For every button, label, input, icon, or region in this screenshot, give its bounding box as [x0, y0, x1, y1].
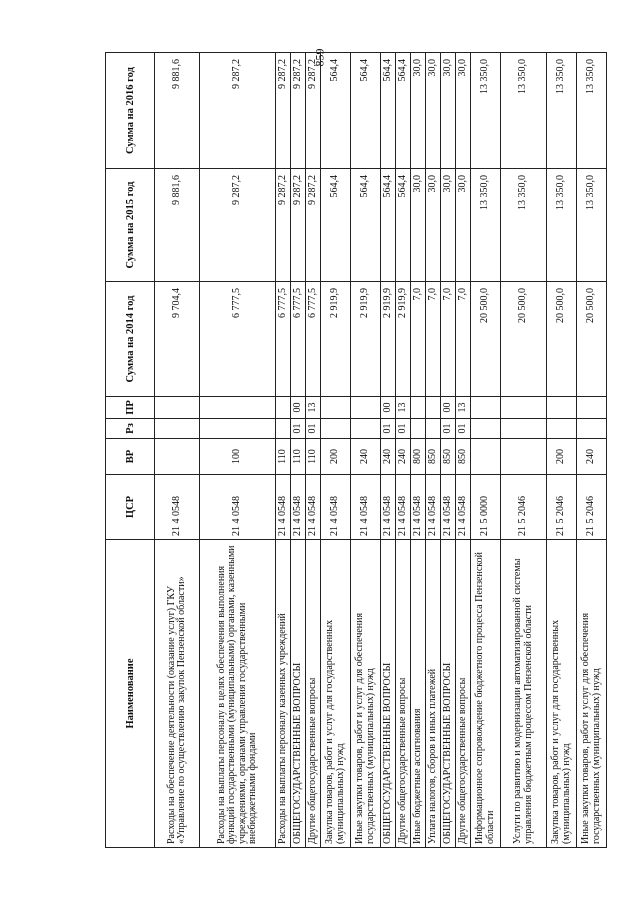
cell-sum-2015: 564,4: [351, 169, 381, 282]
cell-sum-2014: 6 777,5: [200, 282, 276, 397]
cell-rz: [471, 419, 501, 439]
cell-csr: 21 5 2046: [501, 475, 547, 540]
cell-sum-2016: 13 350,0: [577, 53, 607, 169]
cell-vr: 850: [426, 439, 441, 475]
cell-name: Расходы на обеспечение деятельности (оказание услуг) ГКУ «Управление по осуществлению закупок Пензенской области»: [155, 540, 200, 848]
cell-name: Информационное сопровождение бюджетного процесса Пензенской области: [471, 540, 501, 848]
cell-rz: 01: [291, 419, 306, 439]
cell-pr: [200, 397, 276, 419]
cell-pr: [547, 397, 577, 419]
budget-table: [105, 52, 607, 848]
cell-sum-2015: 564,4: [321, 169, 351, 282]
cell-sum-2016: 564,4: [321, 53, 351, 169]
cell-rz: 01: [396, 419, 411, 439]
cell-rz: [411, 419, 426, 439]
cell-sum-2015: 9 881,6: [155, 169, 200, 282]
cell-name: ОБЩЕГОСУДАРСТВЕННЫЕ ВОПРОСЫ: [441, 540, 456, 848]
cell-name: Другие общегосударственные вопросы: [456, 540, 471, 848]
cell-sum-2014: 6 777,5: [306, 282, 321, 397]
cell-pr: [471, 397, 501, 419]
table-row: [351, 53, 381, 848]
cell-csr: 21 4 0548: [155, 475, 200, 540]
cell-csr: 21 4 0548: [411, 475, 426, 540]
cell-name: Другие общегосударственные вопросы: [396, 540, 411, 848]
cell-vr: 110: [276, 439, 291, 475]
cell-sum-2014: 7,0: [426, 282, 441, 397]
header-vr: ВР: [106, 439, 155, 475]
cell-csr: 21 4 0548: [306, 475, 321, 540]
table-row: [381, 53, 396, 848]
header-sum-2014: Сумма на 2014 год: [106, 282, 155, 397]
header-name: Наименование: [106, 540, 155, 848]
rotated-table-wrapper: [105, 53, 602, 848]
cell-sum-2016: 564,4: [396, 53, 411, 169]
cell-sum-2016: 30,0: [456, 53, 471, 169]
cell-vr: 110: [306, 439, 321, 475]
cell-vr: [155, 439, 200, 475]
cell-rz: [577, 419, 607, 439]
cell-sum-2014: 20 500,0: [577, 282, 607, 397]
cell-rz: [155, 419, 200, 439]
cell-name: Услуги по развитию и модернизации автоматизированной системы управления бюджетным процессом Пензенской области: [501, 540, 547, 848]
cell-csr: 21 4 0548: [291, 475, 306, 540]
cell-rz: [501, 419, 547, 439]
cell-csr: 21 4 0548: [321, 475, 351, 540]
cell-name: ОБЩЕГОСУДАРСТВЕННЫЕ ВОПРОСЫ: [291, 540, 306, 848]
cell-sum-2014: 6 777,5: [276, 282, 291, 397]
cell-sum-2015: 13 350,0: [547, 169, 577, 282]
header-sum-2016: Сумма на 2016 год: [106, 53, 155, 169]
cell-name: ОБЩЕГОСУДАРСТВЕННЫЕ ВОПРОСЫ: [381, 540, 396, 848]
cell-csr: 21 4 0548: [276, 475, 291, 540]
cell-sum-2015: 30,0: [411, 169, 426, 282]
page-number: 859: [312, 48, 327, 67]
table-row: [321, 53, 351, 848]
cell-vr: [471, 439, 501, 475]
table-row: [155, 53, 200, 848]
cell-csr: 21 4 0548: [441, 475, 456, 540]
cell-rz: 01: [441, 419, 456, 439]
header-rz: Рз: [106, 419, 155, 439]
cell-name: Иные закупки товаров, работ и услуг для обеспечения государственных (муниципальных) нужд: [351, 540, 381, 848]
cell-pr: [321, 397, 351, 419]
cell-vr: 200: [321, 439, 351, 475]
cell-rz: [426, 419, 441, 439]
cell-pr: 00: [441, 397, 456, 419]
cell-vr: 850: [441, 439, 456, 475]
table-row: [276, 53, 291, 848]
cell-sum-2014: 6 777,5: [291, 282, 306, 397]
cell-pr: [411, 397, 426, 419]
cell-vr: 240: [381, 439, 396, 475]
cell-sum-2016: 30,0: [411, 53, 426, 169]
header-row: [106, 53, 155, 848]
cell-sum-2014: 7,0: [411, 282, 426, 397]
cell-pr: 00: [291, 397, 306, 419]
cell-sum-2016: 30,0: [426, 53, 441, 169]
cell-csr: 21 5 2046: [577, 475, 607, 540]
cell-name: Уплата налогов, сборов и иных платежей: [426, 540, 441, 848]
cell-sum-2014: 9 704,4: [155, 282, 200, 397]
cell-sum-2014: 20 500,0: [547, 282, 577, 397]
table-row: [456, 53, 471, 848]
cell-csr: 21 5 2046: [547, 475, 577, 540]
cell-csr: 21 4 0548: [396, 475, 411, 540]
cell-sum-2016: 13 350,0: [501, 53, 547, 169]
cell-vr: 100: [200, 439, 276, 475]
cell-csr: 21 4 0548: [381, 475, 396, 540]
cell-sum-2014: 7,0: [456, 282, 471, 397]
cell-pr: [155, 397, 200, 419]
cell-sum-2016: 564,4: [381, 53, 396, 169]
cell-pr: [351, 397, 381, 419]
cell-pr: [276, 397, 291, 419]
cell-sum-2015: 9 287,2: [276, 169, 291, 282]
cell-vr: 800: [411, 439, 426, 475]
header-csr: ЦСР: [106, 475, 155, 540]
cell-pr: [577, 397, 607, 419]
cell-sum-2016: 13 350,0: [547, 53, 577, 169]
cell-rz: 01: [381, 419, 396, 439]
cell-sum-2016: 9 287,2: [291, 53, 306, 169]
cell-sum-2014: 2 919,9: [351, 282, 381, 397]
cell-sum-2015: 13 350,0: [471, 169, 501, 282]
cell-name: Другие общегосударственные вопросы: [306, 540, 321, 848]
cell-sum-2015: 564,4: [381, 169, 396, 282]
table-row: [306, 53, 321, 848]
cell-csr: 21 4 0548: [351, 475, 381, 540]
cell-rz: [276, 419, 291, 439]
cell-pr: 00: [381, 397, 396, 419]
cell-sum-2014: 2 919,9: [396, 282, 411, 397]
cell-sum-2015: 30,0: [426, 169, 441, 282]
cell-sum-2015: 30,0: [441, 169, 456, 282]
cell-pr: 13: [456, 397, 471, 419]
cell-sum-2014: 7,0: [441, 282, 456, 397]
table-row: [547, 53, 577, 848]
cell-sum-2016: 9 881,6: [155, 53, 200, 169]
cell-vr: 240: [396, 439, 411, 475]
table-row: [577, 53, 607, 848]
table-row: [501, 53, 547, 848]
cell-sum-2014: 20 500,0: [501, 282, 547, 397]
table-row: [396, 53, 411, 848]
cell-rz: [200, 419, 276, 439]
cell-sum-2015: 13 350,0: [577, 169, 607, 282]
cell-rz: 01: [306, 419, 321, 439]
cell-vr: 240: [577, 439, 607, 475]
cell-sum-2015: 564,4: [396, 169, 411, 282]
cell-pr: [426, 397, 441, 419]
table-row: [200, 53, 276, 848]
cell-name: Иные бюджетные ассигнования: [411, 540, 426, 848]
header-sum-2015: Сумма на 2015 год: [106, 169, 155, 282]
cell-csr: 21 4 0548: [426, 475, 441, 540]
cell-rz: [351, 419, 381, 439]
table-row: [411, 53, 426, 848]
cell-sum-2016: 9 287,2: [306, 53, 321, 169]
table-row: [291, 53, 306, 848]
cell-vr: 240: [351, 439, 381, 475]
cell-csr: 21 4 0548: [200, 475, 276, 540]
cell-sum-2015: 13 350,0: [501, 169, 547, 282]
cell-sum-2016: 13 350,0: [471, 53, 501, 169]
cell-pr: 13: [306, 397, 321, 419]
cell-sum-2014: 20 500,0: [471, 282, 501, 397]
cell-rz: [321, 419, 351, 439]
cell-sum-2016: 9 287,2: [200, 53, 276, 169]
cell-vr: [501, 439, 547, 475]
table-row: [471, 53, 501, 848]
cell-vr: 850: [456, 439, 471, 475]
cell-vr: 110: [291, 439, 306, 475]
cell-sum-2014: 2 919,9: [381, 282, 396, 397]
cell-sum-2016: 9 287,2: [276, 53, 291, 169]
cell-sum-2015: 9 287,2: [200, 169, 276, 282]
cell-csr: 21 4 0548: [456, 475, 471, 540]
cell-sum-2016: 30,0: [441, 53, 456, 169]
cell-csr: 21 5 0000: [471, 475, 501, 540]
cell-name: Закупка товаров, работ и услуг для государственных (муниципальных) нужд: [321, 540, 351, 848]
cell-sum-2016: 564,4: [351, 53, 381, 169]
cell-sum-2015: 30,0: [456, 169, 471, 282]
cell-name: Расходы на выплаты персоналу казенных учреждений: [276, 540, 291, 848]
cell-rz: 01: [456, 419, 471, 439]
cell-pr: [501, 397, 547, 419]
cell-name: Иные закупки товаров, работ и услуг для обеспечения государственных (муниципальных) нужд: [577, 540, 607, 848]
table-row: [441, 53, 456, 848]
cell-sum-2015: 9 287,2: [291, 169, 306, 282]
table-row: [426, 53, 441, 848]
cell-sum-2015: 9 287,2: [306, 169, 321, 282]
cell-rz: [547, 419, 577, 439]
cell-sum-2014: 2 919,9: [321, 282, 351, 397]
cell-pr: 13: [396, 397, 411, 419]
header-pr: ПР: [106, 397, 155, 419]
cell-vr: 200: [547, 439, 577, 475]
cell-name: Расходы на выплаты персоналу в целях обеспечения выполнения функций государственными (муниципальными) органами, казенными учреждениями, органами управления государственными внебюджетными фондами: [200, 540, 276, 848]
cell-name: Закупка товаров, работ и услуг для государственных (муниципальных) нужд: [547, 540, 577, 848]
